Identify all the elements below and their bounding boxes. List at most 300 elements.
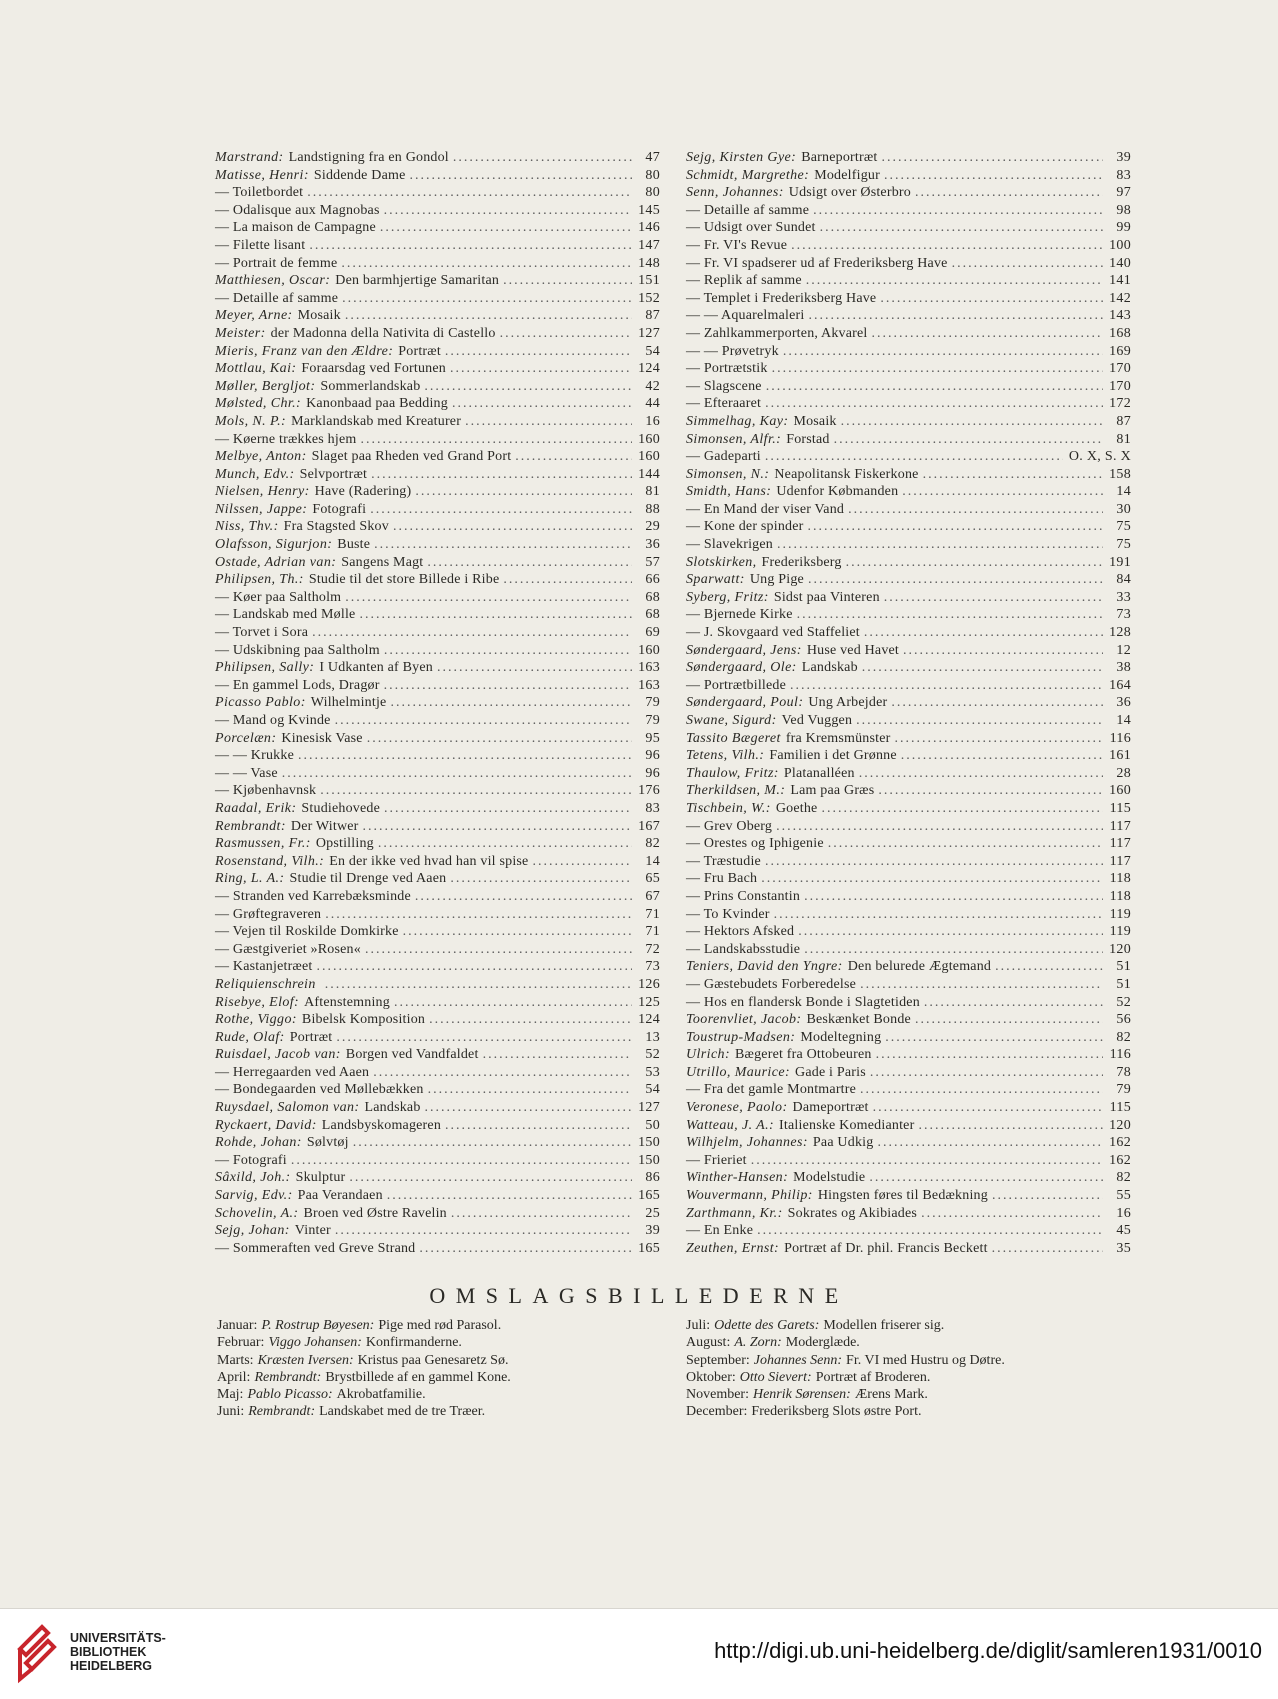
entry-title: Mosaik — [297, 308, 341, 324]
entry-page-number: 97 — [1116, 185, 1131, 201]
cover-title: Ærens Mark. — [854, 1387, 928, 1403]
leader-dots — [390, 694, 632, 712]
entry-title: Broen ved Østre Ravelin — [303, 1205, 447, 1221]
cover-section-heading: OMSLAGSBILLEDERNE — [429, 1283, 849, 1308]
entry-title: Skulptur — [295, 1170, 346, 1186]
leader-dots — [425, 1099, 632, 1117]
index-entry — [215, 659, 660, 677]
index-entry — [215, 1099, 660, 1117]
entry-page-number: 88 — [645, 501, 660, 517]
entry-artist: Ruysdael, Salomon van: — [215, 1100, 360, 1116]
index-entry — [686, 378, 1131, 396]
entry-page-number: 169 — [1109, 343, 1131, 359]
leader-dots — [921, 1205, 1103, 1223]
index-entry — [215, 483, 660, 501]
entry-page-number: 16 — [1116, 1205, 1131, 1221]
entry-title: Forstad — [786, 431, 830, 447]
index-entry — [686, 800, 1131, 818]
entry-page-number: 12 — [1116, 642, 1131, 658]
leader-dots — [410, 167, 632, 185]
entry-page-number: 73 — [1116, 607, 1131, 623]
index-entry — [686, 659, 1131, 677]
entry-artist: Syberg, Fritz: — [686, 589, 769, 605]
leader-dots — [877, 1134, 1103, 1152]
entry-title: Landstigning fra en Gondol — [288, 150, 449, 165]
entry-title: — Slavekrigen — [686, 537, 773, 553]
cover-month: November: — [686, 1387, 749, 1403]
leader-dots — [791, 237, 1103, 255]
entry-page-number: 120 — [1109, 1117, 1131, 1133]
cover-artist: Pablo Picasso: — [247, 1387, 333, 1403]
index-entry — [215, 1011, 660, 1029]
source-url-link[interactable]: http://digi.ub.uni-heidelberg.de/diglit/samleren1931/0010 — [714, 1638, 1262, 1663]
entry-artist: Ulrich: — [686, 1047, 731, 1063]
entry-title: I Udkanten af Byen — [319, 660, 433, 676]
entry-title: Aftenstemning — [304, 994, 390, 1010]
entry-title: — Kone der spinder — [686, 519, 804, 535]
footer-bar — [0, 1608, 1278, 1699]
entry-page-number: 44 — [645, 396, 660, 412]
index-entry — [215, 730, 660, 748]
index-entry — [215, 501, 660, 519]
entry-page-number: 75 — [1116, 537, 1131, 553]
index-entry — [215, 219, 660, 237]
entry-page-number: 80 — [645, 185, 660, 201]
entry-artist: Søndergaard, Ole: — [686, 660, 797, 676]
entry-page-number: 146 — [638, 220, 660, 236]
entry-artist: Toustrup-Madsen: — [686, 1029, 796, 1045]
index-entry — [215, 1187, 660, 1205]
leader-dots — [884, 167, 1103, 185]
leader-dots — [374, 536, 632, 554]
index-entry — [215, 870, 660, 888]
entry-page-number: 158 — [1109, 466, 1131, 482]
entry-page-number: 68 — [645, 589, 660, 605]
entry-artist: Rasmussen, Fr.: — [215, 836, 311, 852]
entry-page-number: 163 — [638, 677, 660, 693]
entry-page-number: 160 — [1109, 783, 1131, 799]
entry-artist: Rosenstand, Vilh.: — [215, 853, 325, 869]
leader-dots — [309, 237, 632, 255]
entry-title: — En Enke — [686, 1223, 754, 1239]
entry-page-number: 25 — [645, 1205, 660, 1221]
index-entry — [686, 554, 1131, 572]
entry-title: Bibelsk Komposition — [301, 1012, 426, 1028]
entry-artist: Smidth, Hans: — [686, 484, 772, 500]
entry-title: — Prins Constantin — [686, 888, 801, 904]
index-entry — [215, 853, 660, 871]
entry-title: Modeltegning — [800, 1029, 882, 1045]
index-entry — [686, 290, 1131, 308]
index-entry — [686, 149, 1131, 167]
entry-page-number: 57 — [645, 554, 660, 570]
entry-page-number: 83 — [1116, 167, 1131, 183]
entry-page-number: 66 — [645, 572, 660, 588]
leader-dots — [804, 941, 1103, 959]
entry-page-number: 116 — [1109, 1047, 1131, 1063]
entry-title: Italienske Komedianter — [779, 1117, 915, 1133]
entry-title: Foraarsdag ved Fortunen — [301, 361, 446, 377]
cover-title: Frederiksberg Slots østre Port. — [751, 1404, 922, 1420]
entry-page-number: 127 — [638, 325, 660, 341]
leader-dots — [312, 624, 632, 642]
leader-dots — [869, 1169, 1103, 1187]
leader-dots — [765, 853, 1103, 871]
entry-artist: Tischbein, W.: — [686, 800, 771, 816]
entry-page-number: 165 — [638, 1240, 660, 1256]
entry-page-number: 45 — [1116, 1223, 1131, 1239]
index-entry — [686, 976, 1131, 994]
cover-title: Konfirmanderne. — [365, 1335, 462, 1351]
entry-title: — Vejen til Roskilde Domkirke — [215, 924, 399, 940]
leader-dots — [359, 606, 632, 624]
entry-title: — Portrætbillede — [686, 677, 787, 693]
entry-artist: Melbye, Anton: — [215, 449, 307, 465]
index-entry — [686, 184, 1131, 202]
cover-artist: Viggo Johansen: — [268, 1335, 362, 1351]
entry-title: — Fra det gamle Montmartre — [686, 1082, 857, 1098]
entry-title: Portræt — [289, 1029, 333, 1045]
cover-title: Kristus paa Genesaretz Sø. — [357, 1352, 509, 1368]
entry-title: fra Kremsmünster — [785, 730, 891, 746]
entry-page-number: 152 — [638, 290, 660, 306]
entry-page-number: 119 — [1109, 906, 1131, 922]
leader-dots — [503, 571, 632, 589]
leader-dots — [370, 501, 632, 519]
entry-title: — Fr. VI spadserer ud af Frederiksberg Have — [686, 255, 948, 271]
entry-page-number: 14 — [645, 853, 660, 869]
leader-dots — [384, 202, 632, 220]
entry-page-number: 117 — [1109, 836, 1131, 852]
cover-title: Landskabet med de tre Træer. — [319, 1404, 486, 1420]
entry-artist: Munch, Edv.: — [215, 466, 295, 482]
leader-dots — [873, 1099, 1103, 1117]
entry-page-number: 148 — [638, 255, 660, 271]
entry-page-number: 167 — [638, 818, 660, 834]
entry-page-number: 151 — [638, 273, 660, 289]
entry-page-number: 150 — [638, 1135, 660, 1151]
leader-dots — [342, 290, 632, 308]
entry-title: — Fotografi — [215, 1152, 287, 1168]
entry-page-number: 80 — [645, 167, 660, 183]
index-entry — [215, 1205, 660, 1223]
entry-title: — Bjernede Kirke — [686, 607, 793, 623]
entry-title: — Hos en flandersk Bonde i Slagtetiden — [686, 994, 920, 1010]
index-entry — [215, 536, 660, 554]
index-column-right — [686, 149, 1131, 1257]
leader-dots — [384, 677, 632, 695]
cover-title: Moderglæde. — [785, 1335, 860, 1351]
index-entry — [215, 1046, 660, 1064]
leader-dots — [360, 431, 632, 449]
entry-title: Sidst paa Vinteren — [773, 589, 880, 605]
university-library-logo-icon[interactable] — [12, 1619, 62, 1689]
entry-page-number: 79 — [645, 695, 660, 711]
leader-dots — [761, 870, 1103, 888]
cover-artist: P. Rostrup Bøyesen: — [261, 1318, 375, 1333]
index-entry — [686, 501, 1131, 519]
index-entry — [686, 343, 1131, 361]
entry-artist: Zeuthen, Ernst: — [686, 1240, 780, 1256]
entry-page-number: 47 — [645, 150, 660, 165]
index-entry — [686, 483, 1131, 501]
leader-dots — [365, 941, 632, 959]
leader-dots — [790, 677, 1103, 695]
entry-page-number: 78 — [1116, 1064, 1131, 1080]
index-entry — [686, 325, 1131, 343]
entry-title: Paa Udkig — [812, 1135, 874, 1151]
entry-artist: Rothe, Viggo: — [215, 1012, 297, 1028]
leader-dots — [876, 1046, 1103, 1064]
entry-title: — Gæstgiveriet »Rosen« — [215, 941, 361, 957]
entry-page-number: 117 — [1109, 853, 1131, 869]
entry-page-number: 160 — [638, 431, 660, 447]
cover-month: April: — [217, 1369, 251, 1385]
leader-dots — [924, 994, 1103, 1012]
entry-title: — Efteraaret — [686, 396, 762, 412]
entry-artist: Zarthmann, Kr.: — [686, 1205, 783, 1221]
leader-dots — [429, 1011, 632, 1029]
entry-page-number: 96 — [645, 748, 660, 764]
entry-artist: Slotskirken, — [686, 554, 757, 570]
leader-dots — [820, 219, 1103, 237]
entry-title: Hingsten føres til Bedækning — [817, 1188, 988, 1204]
entry-artist: Sejg, Johan: — [215, 1223, 290, 1239]
entry-page-number: 99 — [1116, 220, 1131, 236]
entry-title: — Fru Bach — [686, 871, 758, 887]
entry-title: Fotografi — [312, 501, 367, 517]
leader-dots — [450, 870, 632, 888]
entry-page-number: 100 — [1109, 237, 1131, 253]
entry-page-number: 65 — [645, 871, 660, 887]
entry-page-number: 117 — [1109, 818, 1131, 834]
index-entry — [686, 730, 1131, 748]
entry-title: — Gadeparti — [686, 449, 761, 465]
leader-dots — [783, 343, 1103, 361]
leader-dots — [453, 149, 632, 167]
entry-title: Kinesisk Vase — [281, 730, 363, 746]
leader-dots — [427, 554, 632, 572]
entry-page-number: 115 — [1109, 800, 1131, 816]
entry-title: — Portrait de femme — [215, 255, 338, 271]
index-entry — [215, 712, 660, 730]
index-entry — [686, 923, 1131, 941]
index-entry — [215, 782, 660, 800]
leader-dots — [952, 255, 1103, 273]
entry-title: Gade i Paris — [795, 1064, 866, 1080]
index-entry — [686, 1187, 1131, 1205]
entry-artist: Søndergaard, Jens: — [686, 642, 802, 658]
entry-page-number: 127 — [638, 1100, 660, 1116]
leader-dots — [878, 782, 1103, 800]
entry-artist: Ring, L. A.: — [215, 871, 285, 887]
entry-page-number: 142 — [1109, 290, 1131, 306]
entry-page-number: 55 — [1116, 1188, 1131, 1204]
leader-dots — [806, 272, 1103, 290]
entry-title: — Landskabsstudie — [686, 941, 801, 957]
index-entry — [686, 941, 1131, 959]
index-entry — [215, 360, 660, 378]
entry-title: Studie til Drenge ved Aaen — [289, 871, 447, 887]
leader-dots — [394, 994, 632, 1012]
leader-dots — [882, 149, 1103, 167]
leader-dots — [860, 1081, 1103, 1099]
leader-dots — [903, 642, 1103, 660]
index-entry — [215, 906, 660, 924]
entry-page-number: 42 — [645, 378, 660, 394]
entry-page-number: 86 — [645, 1170, 660, 1186]
entry-page-number: 170 — [1109, 361, 1131, 377]
entry-title: — Odalisque aux Magnobas — [215, 202, 380, 218]
entry-page-number: 81 — [1116, 431, 1131, 447]
entry-page-number: 176 — [638, 783, 660, 799]
entry-title: — Portrætstik — [686, 361, 768, 377]
leader-dots — [766, 378, 1103, 396]
index-entry — [686, 466, 1131, 484]
entry-page-number: 54 — [645, 343, 660, 359]
leader-dots — [387, 1187, 632, 1205]
leader-dots — [862, 659, 1103, 677]
entry-artist: Porcelæn: — [215, 730, 277, 746]
entry-page-number: 29 — [645, 519, 660, 535]
entry-title: — Kastanjetræet — [215, 959, 313, 975]
entry-title: Portræt af Dr. phil. Francis Beckett — [784, 1240, 988, 1256]
cover-month: Juli: — [686, 1318, 711, 1333]
entry-page-number: 54 — [645, 1082, 660, 1098]
cover-entry — [686, 1369, 1005, 1386]
entry-title: Udsigt over Østerbro — [788, 185, 911, 201]
cover-entry — [686, 1352, 1005, 1369]
index-entry — [686, 272, 1131, 290]
index-entry — [686, 712, 1131, 730]
index-entry — [215, 167, 660, 185]
index-entry — [215, 307, 660, 325]
index-entry — [686, 994, 1131, 1012]
entry-page-number: 87 — [645, 308, 660, 324]
entry-page-number: 160 — [638, 449, 660, 465]
entry-page-number: 116 — [1109, 730, 1131, 746]
entry-artist: Ruisdael, Jacob van: — [215, 1047, 341, 1063]
entry-page-number: 119 — [1109, 924, 1131, 940]
leader-dots — [870, 1064, 1103, 1082]
index-entry — [686, 589, 1131, 607]
university-library-logo-text[interactable] — [70, 1631, 166, 1673]
cover-artist: Odette des Garets: — [714, 1318, 820, 1333]
entry-title: Borgen ved Vandfaldet — [345, 1047, 479, 1063]
cover-month: Juni: — [217, 1404, 245, 1420]
leader-dots — [341, 255, 632, 273]
cover-month: September: — [686, 1352, 750, 1368]
leader-dots — [282, 765, 632, 783]
entry-page-number: 150 — [638, 1152, 660, 1168]
leader-dots — [804, 888, 1103, 906]
entry-title: — Kjøbenhavnsk — [215, 783, 317, 799]
leader-dots — [918, 1117, 1103, 1135]
index-entry — [215, 1240, 660, 1258]
leader-dots — [774, 906, 1103, 924]
entry-page-number: 81 — [645, 484, 660, 500]
entry-artist: Marstrand: — [215, 150, 284, 165]
entry-artist: Rude, Olaf: — [215, 1029, 285, 1045]
entry-page-number: 82 — [1116, 1170, 1131, 1186]
entry-title: Kanonbaad paa Bedding — [306, 396, 448, 412]
entry-title: — Torvet i Sora — [215, 625, 309, 641]
entry-title: — — Prøvetryk — [686, 343, 779, 359]
entry-title: — En Mand der viser Vand — [686, 501, 845, 517]
leader-dots — [834, 431, 1103, 449]
leader-dots — [335, 712, 632, 730]
entry-page-number: 69 — [645, 625, 660, 641]
leader-dots — [884, 589, 1103, 607]
entry-title: Sangens Magt — [341, 554, 424, 570]
leader-dots — [856, 712, 1103, 730]
index-entry — [686, 255, 1131, 273]
entry-title: Sokrates og Akibiades — [787, 1205, 918, 1221]
index-entry — [215, 184, 660, 202]
cover-artist: Kræsten Iversen: — [257, 1352, 354, 1368]
index-entry — [686, 906, 1131, 924]
leader-dots — [751, 1152, 1103, 1170]
entry-title: — Sommeraften ved Greve Strand — [215, 1240, 416, 1256]
index-entry — [686, 1064, 1131, 1082]
entry-artist: Rembrandt: — [215, 818, 286, 834]
entry-page-number: 165 — [638, 1188, 660, 1204]
index-entry — [215, 571, 660, 589]
entry-artist: Raadal, Erik: — [215, 800, 297, 816]
leader-dots — [445, 343, 632, 361]
entry-title: En der ikke ved hvad han vil spise — [329, 853, 529, 869]
leader-dots — [915, 1011, 1103, 1029]
index-entry — [215, 1117, 660, 1135]
index-entry — [686, 835, 1131, 853]
entry-title: Opstilling — [315, 836, 374, 852]
entry-artist: Søndergaard, Poul: — [686, 695, 804, 711]
entry-page-number: 79 — [1116, 1082, 1131, 1098]
cover-entry — [217, 1403, 511, 1420]
entry-page-number: 82 — [645, 836, 660, 852]
entry-title: — Templet i Frederiksberg Have — [686, 290, 877, 306]
entry-page-number: 126 — [638, 976, 660, 992]
entry-artist: Mottlau, Kai: — [215, 361, 297, 377]
leader-dots — [503, 272, 632, 290]
entry-artist: Ostade, Adrian van: — [215, 554, 337, 570]
leader-dots — [992, 1187, 1103, 1205]
entry-artist: Picasso Pablo: — [215, 695, 306, 711]
cover-month: Januar: — [217, 1318, 258, 1333]
leader-dots — [428, 1081, 632, 1099]
entry-page-number: 160 — [638, 642, 660, 658]
entry-artist: Meyer, Arne: — [215, 308, 293, 324]
index-entry — [215, 431, 660, 449]
index-entry — [215, 554, 660, 572]
entry-title: — Grev Oberg — [686, 818, 773, 834]
entry-title: Udenfor Købmanden — [776, 484, 899, 500]
entry-title: — Grøftegraveren — [215, 906, 322, 922]
entry-title: — Detaille af samme — [686, 202, 810, 218]
entry-title: Slaget paa Rheden ved Grand Port — [311, 449, 512, 465]
entry-page-number: 163 — [638, 660, 660, 676]
cover-entry — [686, 1334, 1005, 1351]
entry-page-number: 115 — [1109, 1100, 1131, 1116]
entry-title: — J. Skovgaard ved Staffeliet — [686, 625, 860, 641]
leader-dots — [465, 413, 632, 431]
leader-dots — [452, 395, 632, 413]
index-entry — [686, 818, 1131, 836]
entry-title: Bægeret fra Ottobeuren — [735, 1047, 872, 1063]
cover-entry — [217, 1386, 511, 1403]
leader-dots — [901, 747, 1103, 765]
index-entry — [215, 765, 660, 783]
